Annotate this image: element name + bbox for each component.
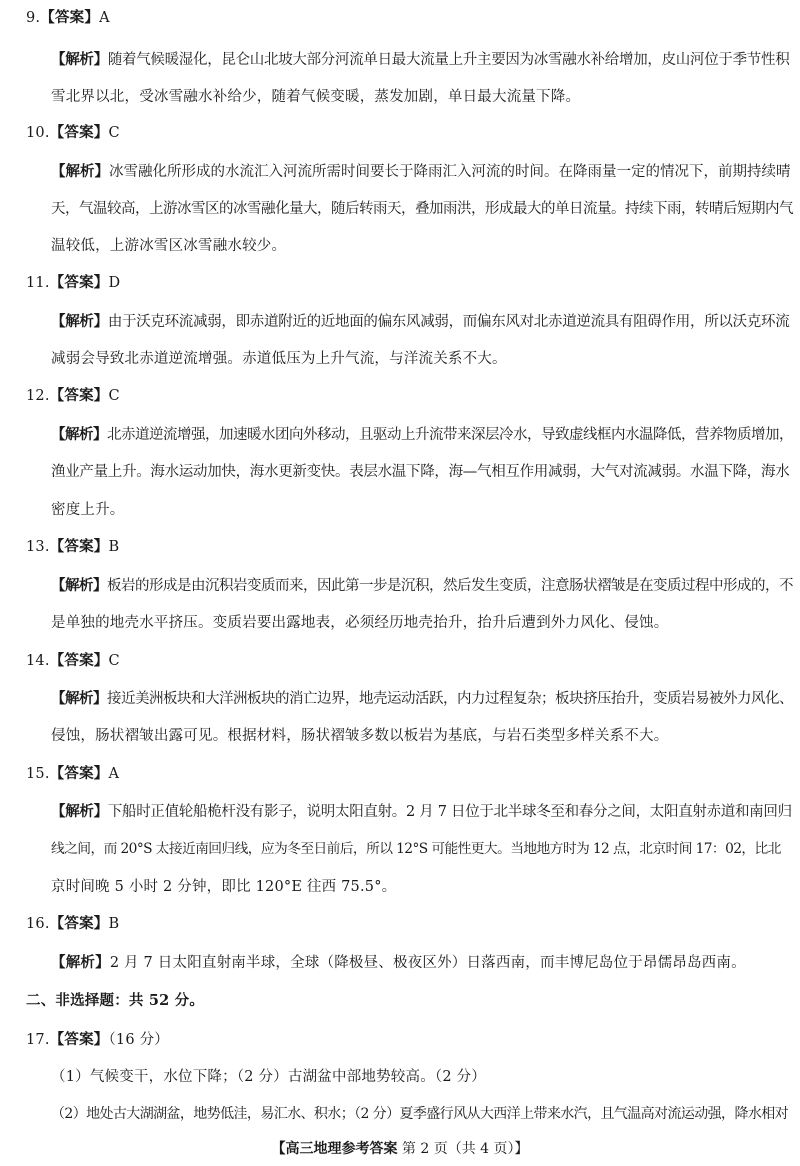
q10-analysis-line-3: 温较低，上游冰雪区冰雪融水较少。 <box>51 238 287 254</box>
q13-analysis-line-1: 【解析】板岩的形成是由沉积岩变质而来，因此第一步是沉积，然后发生变质，注意肠状褶皱是在变质过程中形成的，不 <box>51 577 793 594</box>
q17-answer-line: 17.【答案】（16 分） <box>26 1031 169 1048</box>
q14-analysis-line-1: 【解析】接近美洲板块和大洋洲板块的消亡边界，地壳运动活跃，内力过程复杂；板块挤压抬升，变质岩易被外力风化、 <box>51 690 793 707</box>
q10-answer-line: 10.【答案】C <box>26 124 120 141</box>
q12-analysis-line-3: 密度上升。 <box>51 502 125 518</box>
q12-answer-line: 12.【答案】C <box>26 387 120 404</box>
q9-answer-line: 9.【答案】A <box>26 9 110 26</box>
q9-analysis-line-1: 【解析】随着气候暖湿化，昆仑山北坡大部分河流单日最大流量上升主要因为冰雪融水补给增加，皮山河位于季节性积 <box>51 51 790 68</box>
q15-analysis-line-2: 线之间，而 20°S 太接近南回归线，应为冬至日前后，所以 12°S 可能性更大。当地地方时为 12 点，北京时间 17：02，比北 <box>51 841 781 857</box>
q10-analysis-line-2: 天，气温较高，上游冰雪区的冰雪融化量大，随后转雨天，叠加雨洪，形成最大的单日流量。持续下雨，转晴后短期内气 <box>51 201 793 217</box>
q17-line-2: （2）地处古大湖湖盆，地势低洼，易汇水、积水；（2 分）夏季盛行风从大西洋上带来水汽，且气温高对流运动强，降水相对 <box>51 1106 789 1122</box>
q15-answer-line: 15.【答案】A <box>26 765 120 782</box>
q16-answer-line: 16.【答案】B <box>26 915 120 932</box>
q15-analysis-line-3: 京时间晚 5 小时 2 分钟，即比 120°E 往西 75.5°。 <box>51 879 397 895</box>
page-footer <box>0 1138 800 1158</box>
section-2-heading: 二、非选择题：共 52 分。 <box>26 992 205 1009</box>
q9-analysis-line-2: 雪北界以北，受冰雪融水补给少，随着气候变暖，蒸发加剧，单日最大流量下降。 <box>51 89 581 105</box>
q11-analysis-line-1: 【解析】由于沃克环流减弱，即赤道附近的近地面的偏东风减弱，而偏东风对北赤道逆流具有阻碍作用，所以沃克环流 <box>51 313 790 330</box>
q11-answer-line: 11.【答案】D <box>26 274 121 291</box>
q17-line-1: （1）气候变干，水位下降；（2 分）古湖盆中部地势较高。（2 分） <box>51 1069 486 1085</box>
q15-analysis-line-1: 【解析】下船时正值轮船桅杆没有影子，说明太阳直射。2 月 7 日位于北半球冬至和春分之间，太阳直射赤道和南回归 <box>51 803 792 820</box>
q13-answer-line: 13.【答案】B <box>26 538 120 555</box>
q16-analysis-line-1: 【解析】2 月 7 日太阳直射南半球，全球（降极昼、极夜区外）日落西南，而丰博尼岛位于昂儒昂岛西南。 <box>51 954 746 971</box>
q14-analysis-line-2: 侵蚀，肠状褶皱出露可见。根据材料，肠状褶皱多数以板岩为基底，与岩石类型多样关系不大。 <box>51 728 669 744</box>
footer-title: 【高三地理参考答案 <box>271 1141 398 1157</box>
q12-analysis-line-1: 【解析】北赤道逆流增强，加速暖水团向外移动，且驱动上升流带来深层冷水，导致虚线框内水温降低，营养物质增加， <box>51 426 793 443</box>
q12-analysis-line-2: 渔业产量上升。海水运动加快，海水更新变快。表层水温下降，海—气相互作用减弱，大气对流减弱。水温下降，海水 <box>51 464 790 480</box>
q13-analysis-line-2: 是单独的地壳水平挤压。变质岩要出露地表，必须经历地壳抬升，抬升后遭到外力风化、侵蚀。 <box>51 615 669 631</box>
footer-page-number: 第 2 页（共 4 页）】 <box>401 1141 529 1157</box>
q10-analysis-line-1: 【解析】冰雪融化所形成的水流汇入河流所需时间要长于降雨汇入河流的时间。在降雨量一定的情况下，前期持续晴 <box>51 163 791 180</box>
q14-answer-line: 14.【答案】C <box>26 652 120 669</box>
q11-analysis-line-2: 减弱会导致北赤道逆流增强。赤道低压为上升气流，与洋流关系不大。 <box>51 351 507 367</box>
